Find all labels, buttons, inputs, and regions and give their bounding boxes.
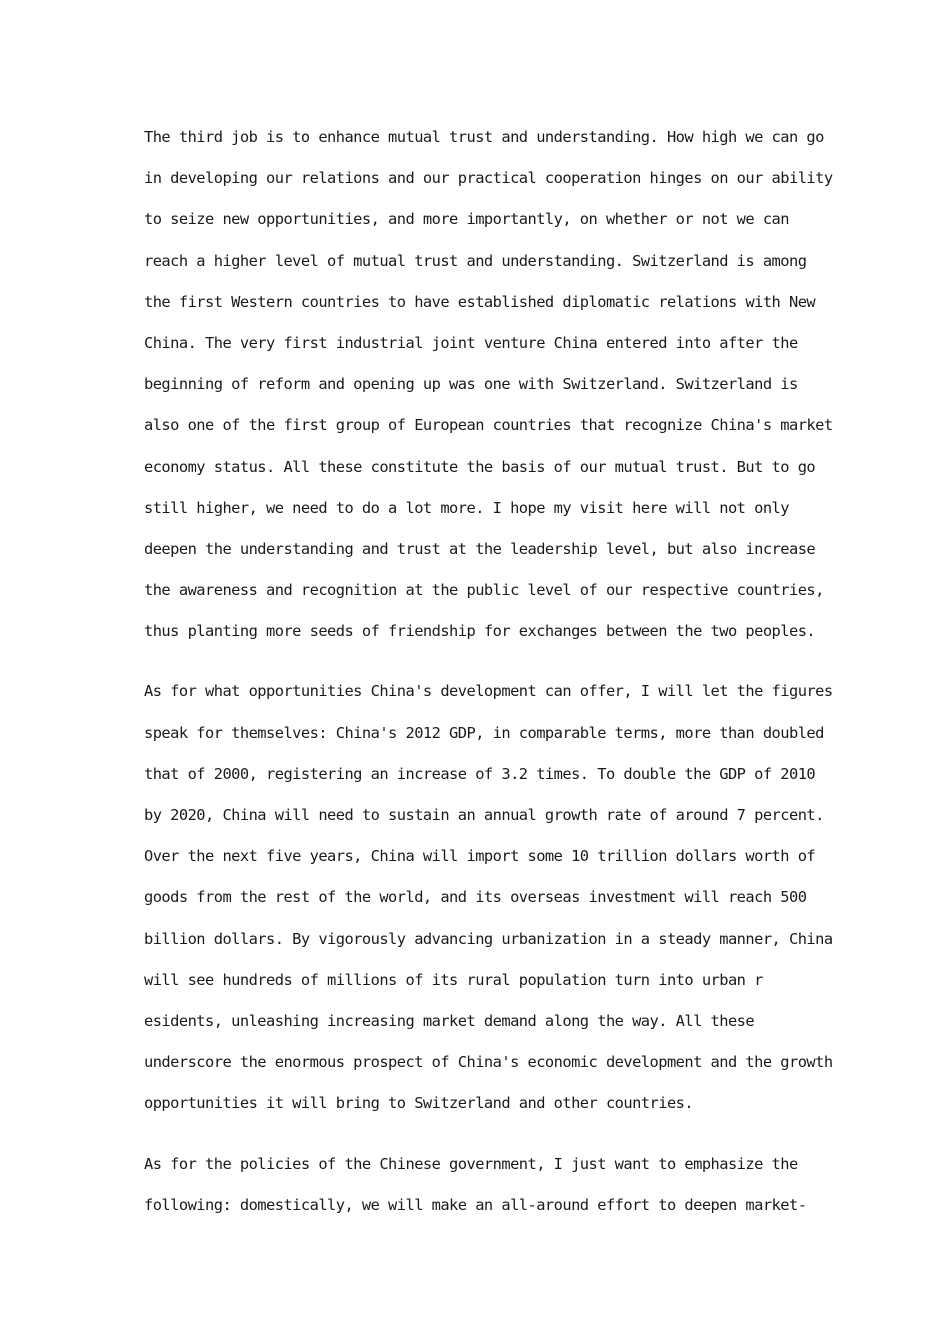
- text-line: underscore the enormous prospect of China's economic development and the growth: [144, 1053, 833, 1072]
- text-line: reach a higher level of mutual trust and understanding. Switzerland is among: [144, 251, 807, 270]
- text-line: in developing our relations and our practical cooperation hinges on our ability: [144, 169, 833, 188]
- text-line: speak for themselves: China's 2012 GDP, in comparable terms, more than doubled: [144, 723, 824, 742]
- text-line: billion dollars. By vigorously advancing urbanization in a steady manner, China: [144, 929, 833, 948]
- paragraph-spacer: [144, 1132, 824, 1151]
- text-line: opportunities it will bring to Switzerland and other countries.: [144, 1094, 694, 1113]
- text-line: Over the next five years, China will import some 10 trillion dollars worth of: [144, 847, 816, 866]
- text-line: China. The very first industrial joint venture China entered into after the: [144, 333, 798, 352]
- text-line: esidents, unleashing increasing market demand along the way. All these: [144, 1011, 755, 1030]
- text-line: As for what opportunities China's development can offer, I will let the figures: [144, 682, 833, 701]
- text-line: the awareness and recognition at the public level of our respective countries,: [144, 581, 824, 600]
- paragraph-opportunities: [144, 678, 833, 1131]
- text-line: thus planting more seeds of friendship for exchanges between the two peoples.: [144, 622, 816, 641]
- text-line: following: domestically, we will make an all-around effort to deepen market-: [144, 1195, 807, 1214]
- text-line: to seize new opportunities, and more importantly, on whether or not we can: [144, 210, 789, 229]
- text-line: that of 2000, registering an increase of 3.2 times. To double the GDP of 2010: [144, 764, 816, 783]
- text-line: As for the policies of the Chinese government, I just want to emphasize the: [144, 1154, 798, 1173]
- paragraph-mutual-trust: [144, 124, 833, 659]
- text-line: by 2020, China will need to sustain an annual growth rate of around 7 percent.: [144, 806, 824, 824]
- paragraph-spacer: [144, 659, 824, 678]
- text-line: will see hundreds of millions of its rural population turn into urban r: [144, 970, 763, 989]
- text-line: the first Western countries to have established diplomatic relations with New: [144, 292, 816, 311]
- text-line: beginning of reform and opening up was one with Switzerland. Switzerland is: [144, 375, 798, 394]
- text-line: deepen the understanding and trust at the leadership level, but also increase: [144, 539, 816, 558]
- text-line: economy status. All these constitute the basis of our mutual trust. But to go: [144, 457, 816, 476]
- document-body: [144, 124, 833, 1233]
- paragraph-government-policies: [144, 1151, 824, 1233]
- text-line: still higher, we need to do a lot more. I hope my visit here will not only: [144, 498, 789, 517]
- text-line: goods from the rest of the world, and its overseas investment will reach 500: [144, 888, 807, 907]
- text-line: The third job is to enhance mutual trust and understanding. How high we can go: [144, 128, 824, 146]
- text-line: also one of the first group of European countries that recognize China's market: [144, 416, 833, 435]
